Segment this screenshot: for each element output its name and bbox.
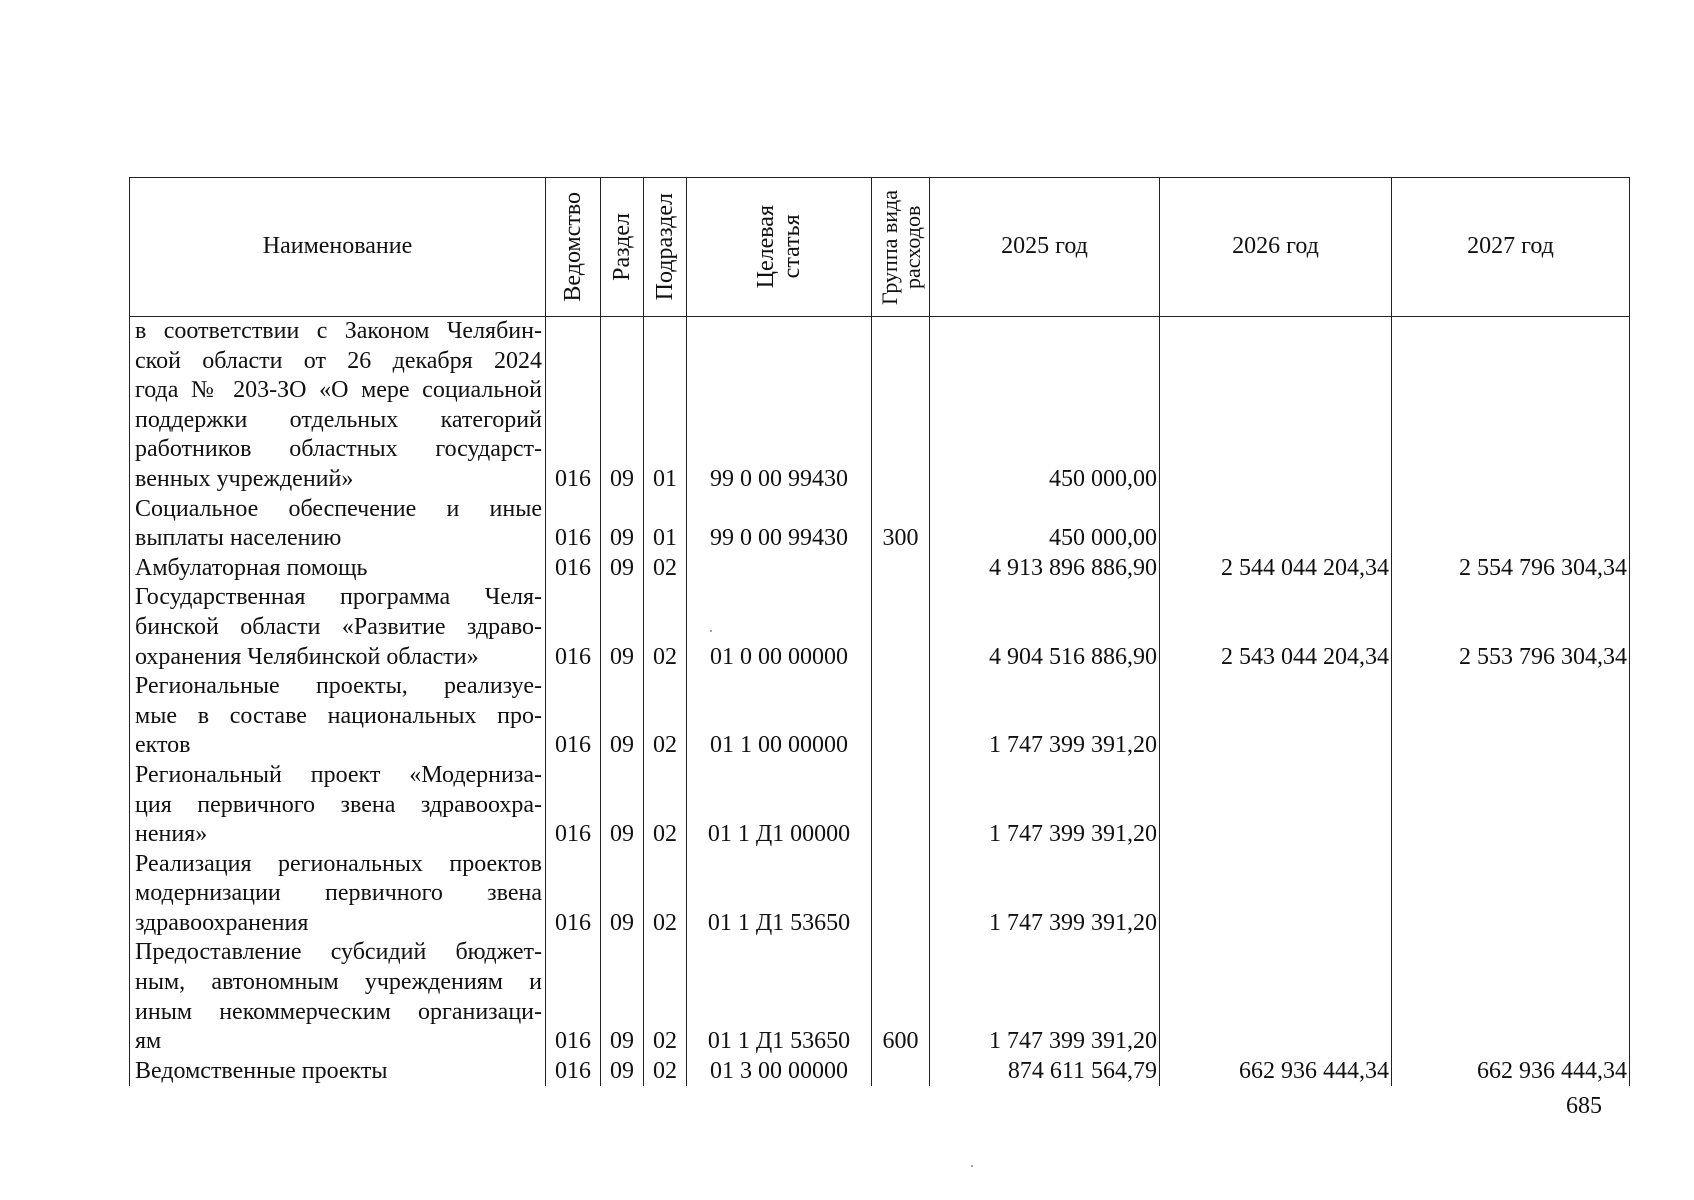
row-razdel: 09 [601,1057,644,1087]
row-amount-2026: 2 543 044 204,34 [1160,583,1392,672]
header-year-2026-text: 2026 год [1232,233,1319,260]
row-gruppa-vida [872,850,930,939]
row-name [130,938,546,1056]
row-amount-2026 [1160,850,1392,939]
header-name-text: Наименование [262,233,413,260]
row-name-line: Амбулаторная помощь [135,554,368,581]
header-year-2025-text: 2025 год [1001,233,1088,260]
row-podrazdel: 02 [644,554,687,584]
row-name [130,850,546,939]
row-name-line: мые в составе национальных про- [135,702,542,729]
row-name-line: ской области от 26 декабря 2024 [135,347,542,374]
row-gruppa-vida [872,554,930,584]
row-amount-2025: 4 904 516 886,90 [930,583,1160,672]
row-amount-2027 [1392,495,1630,554]
row-razdel: 09 [601,317,644,495]
header-year-2026 [1160,178,1392,317]
budget-table [129,177,1630,1086]
row-name [130,554,546,584]
row-amount-2027 [1392,938,1630,1056]
header-gruppa-line1: Группа вида [876,189,902,305]
row-name-line: ция первичного звена здравоохра- [135,791,542,818]
row-razdel: 09 [601,761,644,850]
table-row [130,317,1630,495]
row-vedomstvo: 016 [546,1057,601,1087]
row-name-line: ектов [135,732,191,759]
row-vedomstvo: 016 [546,317,601,495]
row-celevaya-statya: 99 0 00 99430 [687,495,872,554]
row-razdel: 09 [601,554,644,584]
row-razdel: 09 [601,850,644,939]
row-name-line: Предоставление субсидий бюджет- [135,939,542,966]
row-name-line: здравоохранения [135,909,309,936]
row-gruppa-vida [872,1057,930,1087]
header-celevaya-statya-text [753,205,805,288]
row-vedomstvo: 016 [546,761,601,850]
row-podrazdel: 02 [644,850,687,939]
row-name-line: года № 203-ЗО «О мере социальной [135,377,542,404]
row-amount-2027: 2 553 796 304,34 [1392,583,1630,672]
row-amount-2025: 874 611 564,79 [930,1057,1160,1087]
row-amount-2027 [1392,761,1630,850]
row-vedomstvo: 016 [546,672,601,761]
row-vedomstvo: 016 [546,495,601,554]
row-name-line: Региональные проекты, реализуе- [135,673,542,700]
row-amount-2026 [1160,317,1392,495]
row-name-line: ным, автономным учреждениям и [135,969,542,996]
row-gruppa-vida [872,317,930,495]
row-celevaya-statya: 01 1 Д1 53650 [687,850,872,939]
row-celevaya-statya: 01 1 Д1 53650 [687,938,872,1056]
table-row [130,495,1630,554]
row-gruppa-vida [872,583,930,672]
row-name-line: ям [135,1028,162,1055]
header-year-2027-text: 2027 год [1467,233,1554,260]
row-amount-2027: 2 554 796 304,34 [1392,554,1630,584]
row-name-line: работников областных государст- [135,436,542,463]
row-celevaya-statya: 01 0 00 00000 [687,583,872,672]
table-row [130,672,1630,761]
row-amount-2026: 662 936 444,34 [1160,1057,1392,1087]
row-amount-2026 [1160,761,1392,850]
table-row [130,554,1630,584]
row-amount-2026 [1160,938,1392,1056]
row-name-line: модернизации первичного звена [135,880,542,907]
row-celevaya-statya: 01 1 00 00000 [687,672,872,761]
row-amount-2025: 450 000,00 [930,495,1160,554]
row-name [130,583,546,672]
row-amount-2027 [1392,317,1630,495]
row-name [130,672,546,761]
row-name-line: в соответствии с Законом Челябин- [135,318,542,344]
header-vedomstvo [546,178,601,317]
row-celevaya-statya [687,554,872,584]
table-body [130,317,1630,1087]
row-name-line: Реализация региональных проектов [135,850,542,877]
table-row [130,1057,1630,1087]
header-celevaya-line1: Целевая [753,205,779,289]
table-row [130,761,1630,850]
row-amount-2025: 1 747 399 391,20 [930,672,1160,761]
row-podrazdel: 01 [644,317,687,495]
row-name-line: выплаты населению [135,525,342,552]
row-amount-2025: 1 747 399 391,20 [930,761,1160,850]
row-name [130,317,546,495]
row-name [130,495,546,554]
header-gruppa-line2: расходов [899,205,925,289]
row-podrazdel: 02 [644,1057,687,1087]
row-amount-2027 [1392,672,1630,761]
row-vedomstvo: 016 [546,583,601,672]
header-podrazdel [644,178,687,317]
row-podrazdel: 01 [644,495,687,554]
row-celevaya-statya: 99 0 00 99430 [687,317,872,495]
header-podrazdel-text: Подраздел [652,193,678,301]
row-podrazdel: 02 [644,938,687,1056]
row-vedomstvo: 016 [546,850,601,939]
row-name-line: нения» [135,821,208,848]
row-name [130,1057,546,1087]
row-amount-2027: 662 936 444,34 [1392,1057,1630,1087]
page-number: 685 [1566,1093,1602,1119]
row-gruppa-vida [872,672,930,761]
row-razdel: 09 [601,938,644,1056]
row-vedomstvo: 016 [546,938,601,1056]
row-name-line: Государственная программа Челя- [135,584,542,611]
row-amount-2025: 4 913 896 886,90 [930,554,1160,584]
row-celevaya-statya: 01 3 00 00000 [687,1057,872,1087]
row-amount-2027 [1392,850,1630,939]
row-gruppa-vida [872,761,930,850]
header-celevaya-line2: статья [779,215,805,279]
row-amount-2026 [1160,495,1392,554]
header-razdel [601,178,644,317]
row-name-line: бинской области «Развитие здраво- [135,613,542,640]
header-year-2027 [1392,178,1630,317]
row-name-line: иным некоммерческим организаци- [135,998,542,1025]
row-name-line: охранения Челябинской области» [135,643,479,670]
header-celevaya-statya [687,178,872,317]
scan-speck [710,630,712,632]
row-amount-2025: 1 747 399 391,20 [930,850,1160,939]
row-name-line: Ведомственные проекты [135,1057,388,1084]
row-razdel: 09 [601,495,644,554]
row-amount-2025: 1 747 399 391,20 [930,938,1160,1056]
header-name [130,178,546,317]
row-amount-2026: 2 544 044 204,34 [1160,554,1392,584]
scan-speck [971,1165,973,1167]
table-row [130,850,1630,939]
row-name [130,761,546,850]
table-row [130,938,1630,1056]
row-celevaya-statya: 01 1 Д1 00000 [687,761,872,850]
header-gruppa-text [878,190,924,305]
header-gruppa-vida-rashodov [872,178,930,317]
row-razdel: 09 [601,672,644,761]
row-amount-2025: 450 000,00 [930,317,1160,495]
header-vedomstvo-text: Ведомство [560,192,586,302]
row-podrazdel: 02 [644,761,687,850]
table-row [130,583,1630,672]
row-podrazdel: 02 [644,583,687,672]
row-name-line: поддержки отдельных категорий [135,406,542,433]
row-gruppa-vida: 300 [872,495,930,554]
header-razdel-text: Раздел [609,213,635,281]
row-name-line: венных учреждений» [135,465,354,492]
table-header-row [130,178,1630,317]
row-name-line: Региональный проект «Модерниза- [135,761,542,788]
row-name-line: Социальное обеспечение и иные [135,495,542,522]
row-podrazdel: 02 [644,672,687,761]
row-vedomstvo: 016 [546,554,601,584]
header-year-2025 [930,178,1160,317]
row-razdel: 09 [601,583,644,672]
row-amount-2026 [1160,672,1392,761]
row-gruppa-vida: 600 [872,938,930,1056]
